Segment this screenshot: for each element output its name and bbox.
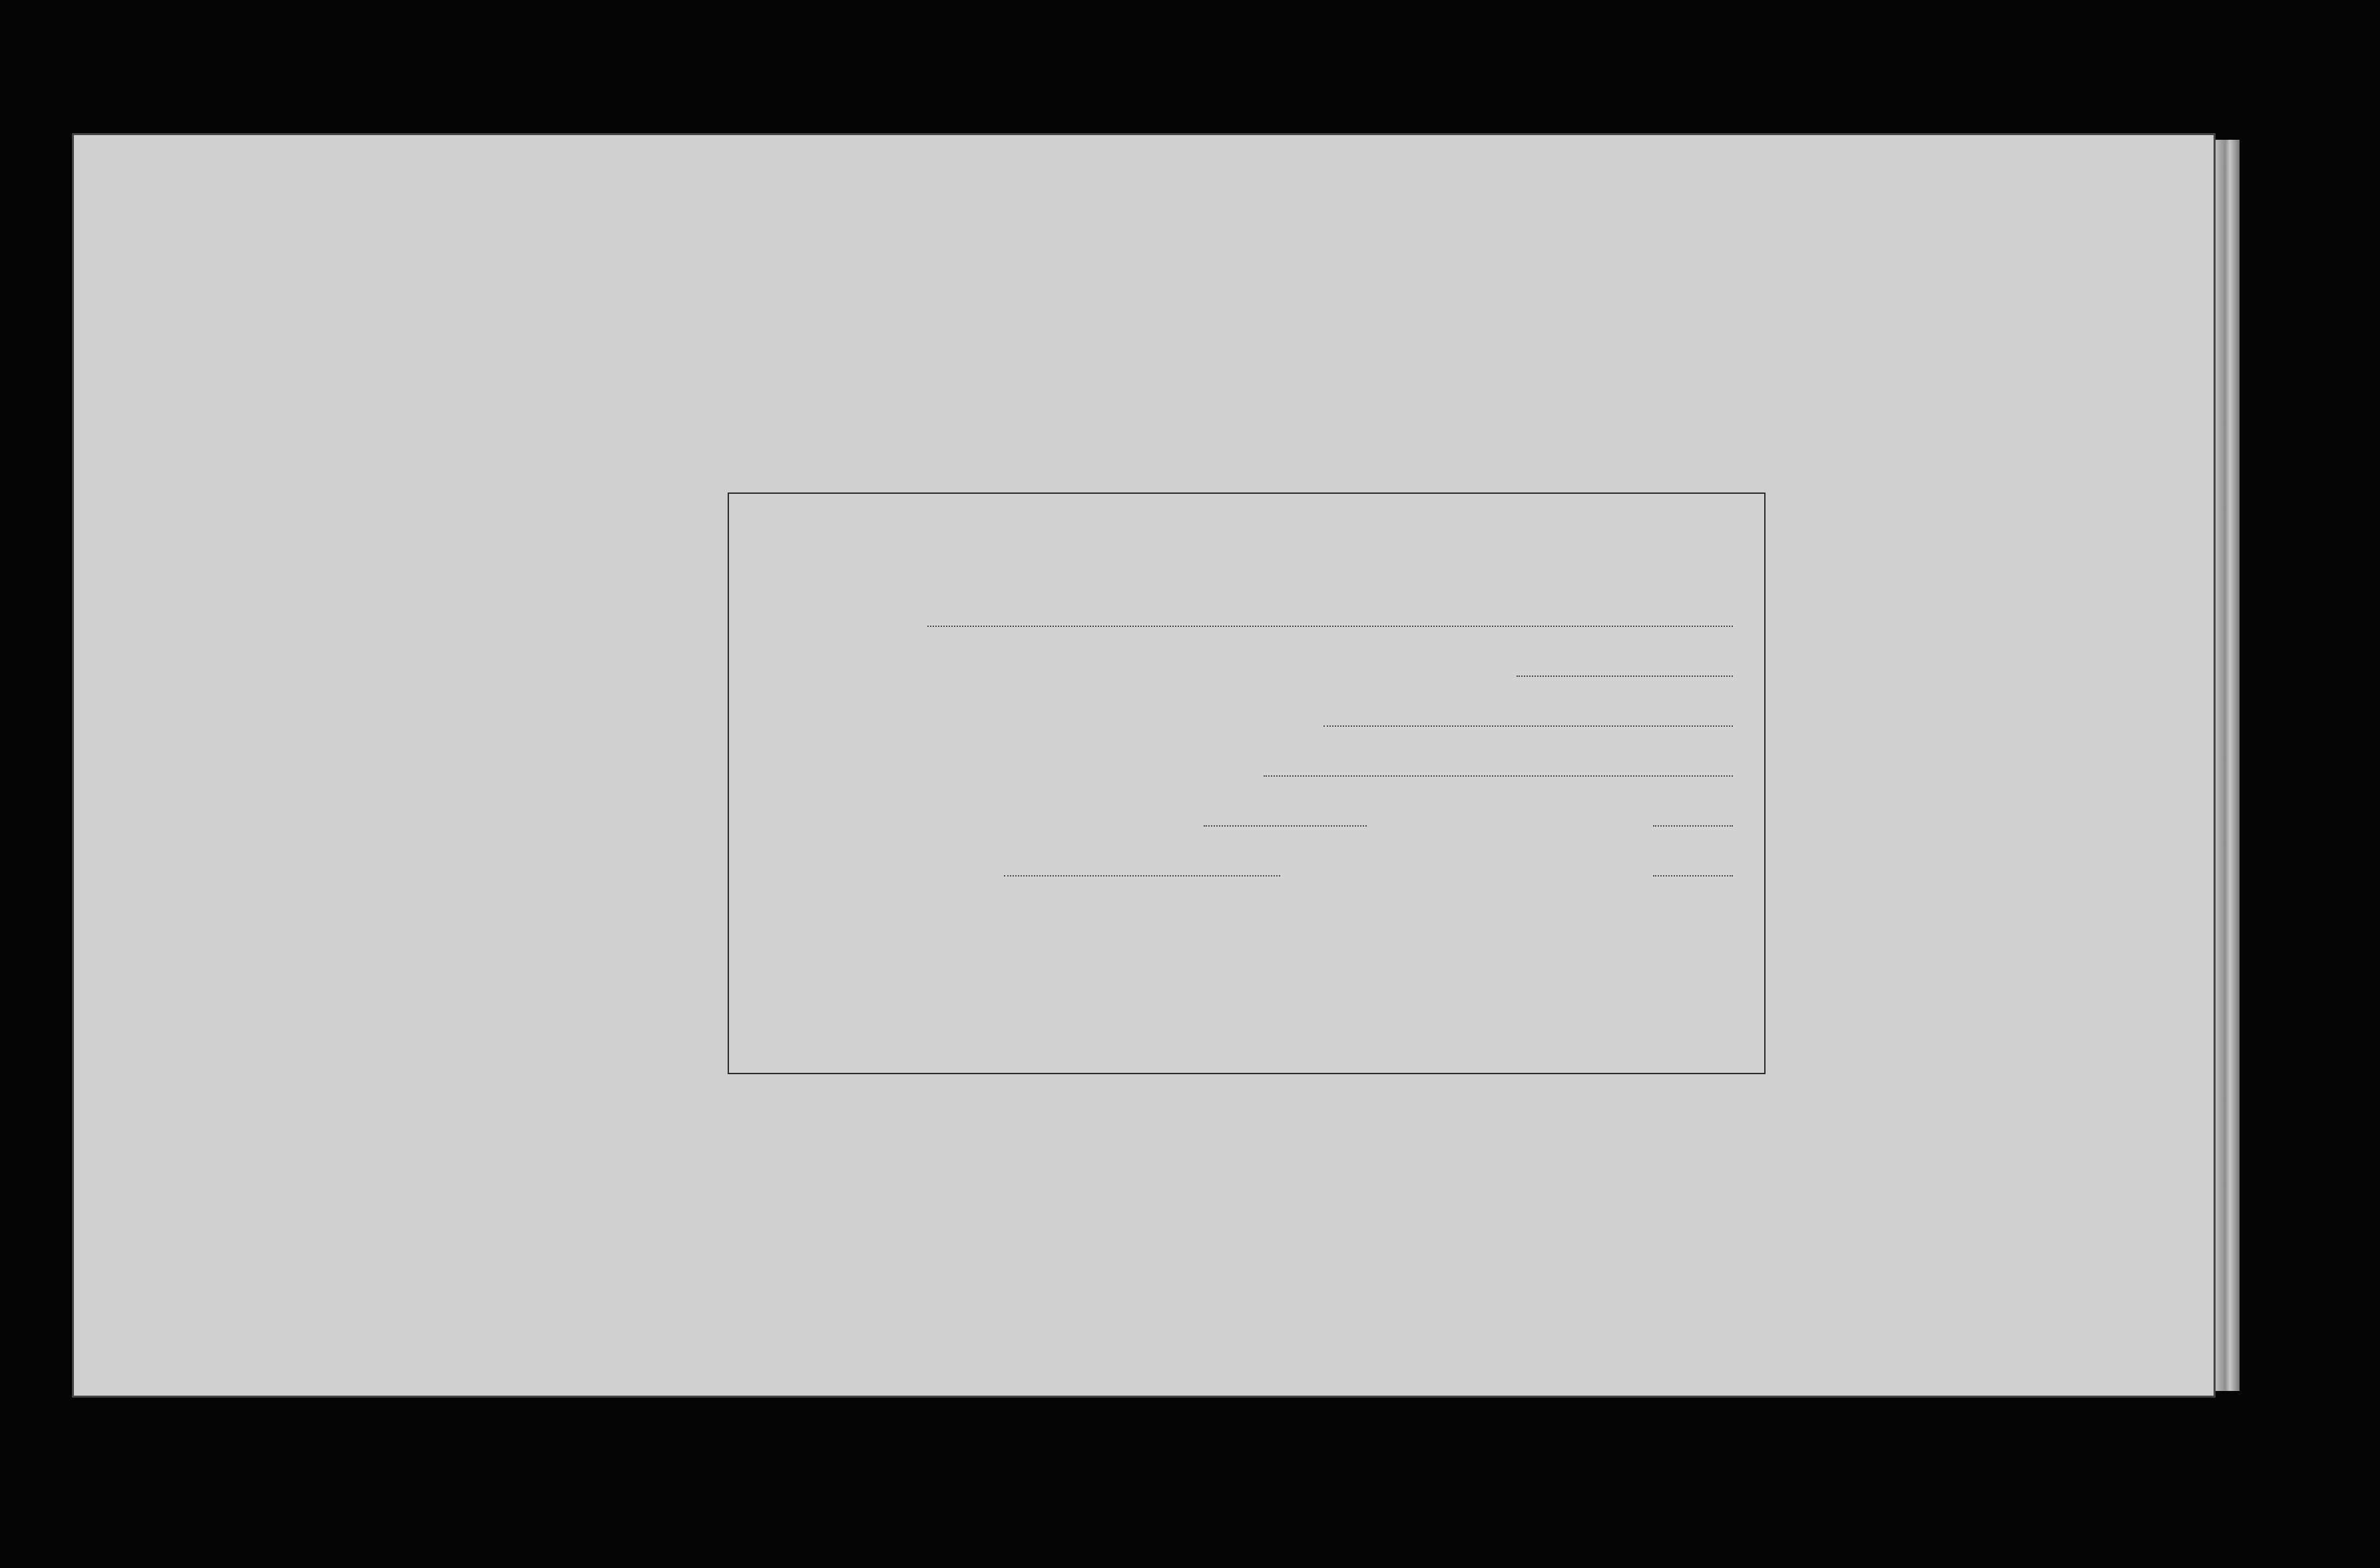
answer-line-village-distance[interactable] (1653, 825, 1733, 827)
answer-line-other-land[interactable] (1517, 676, 1733, 677)
answer-line-farm-run[interactable] (1264, 775, 1733, 777)
nadel-label (80, 1111, 126, 1218)
edge-text-bottom (2187, 1304, 2214, 1384)
census-card (72, 133, 2216, 1398)
answer-line-market-distance[interactable] (1653, 875, 1733, 877)
answer-line-village[interactable] (1204, 825, 1367, 827)
answer-line-owner[interactable] (927, 626, 1733, 627)
vne-nadel-label (80, 1225, 126, 1338)
private-estate-panel (728, 492, 1766, 1074)
population-title (1766, 506, 1813, 1052)
answer-line-land-kind[interactable] (1323, 725, 1733, 727)
answer-line-market[interactable] (1004, 875, 1280, 877)
men-label (1817, 832, 1843, 965)
women-label (1866, 732, 1891, 865)
page-edge-stack (2216, 140, 2240, 1391)
